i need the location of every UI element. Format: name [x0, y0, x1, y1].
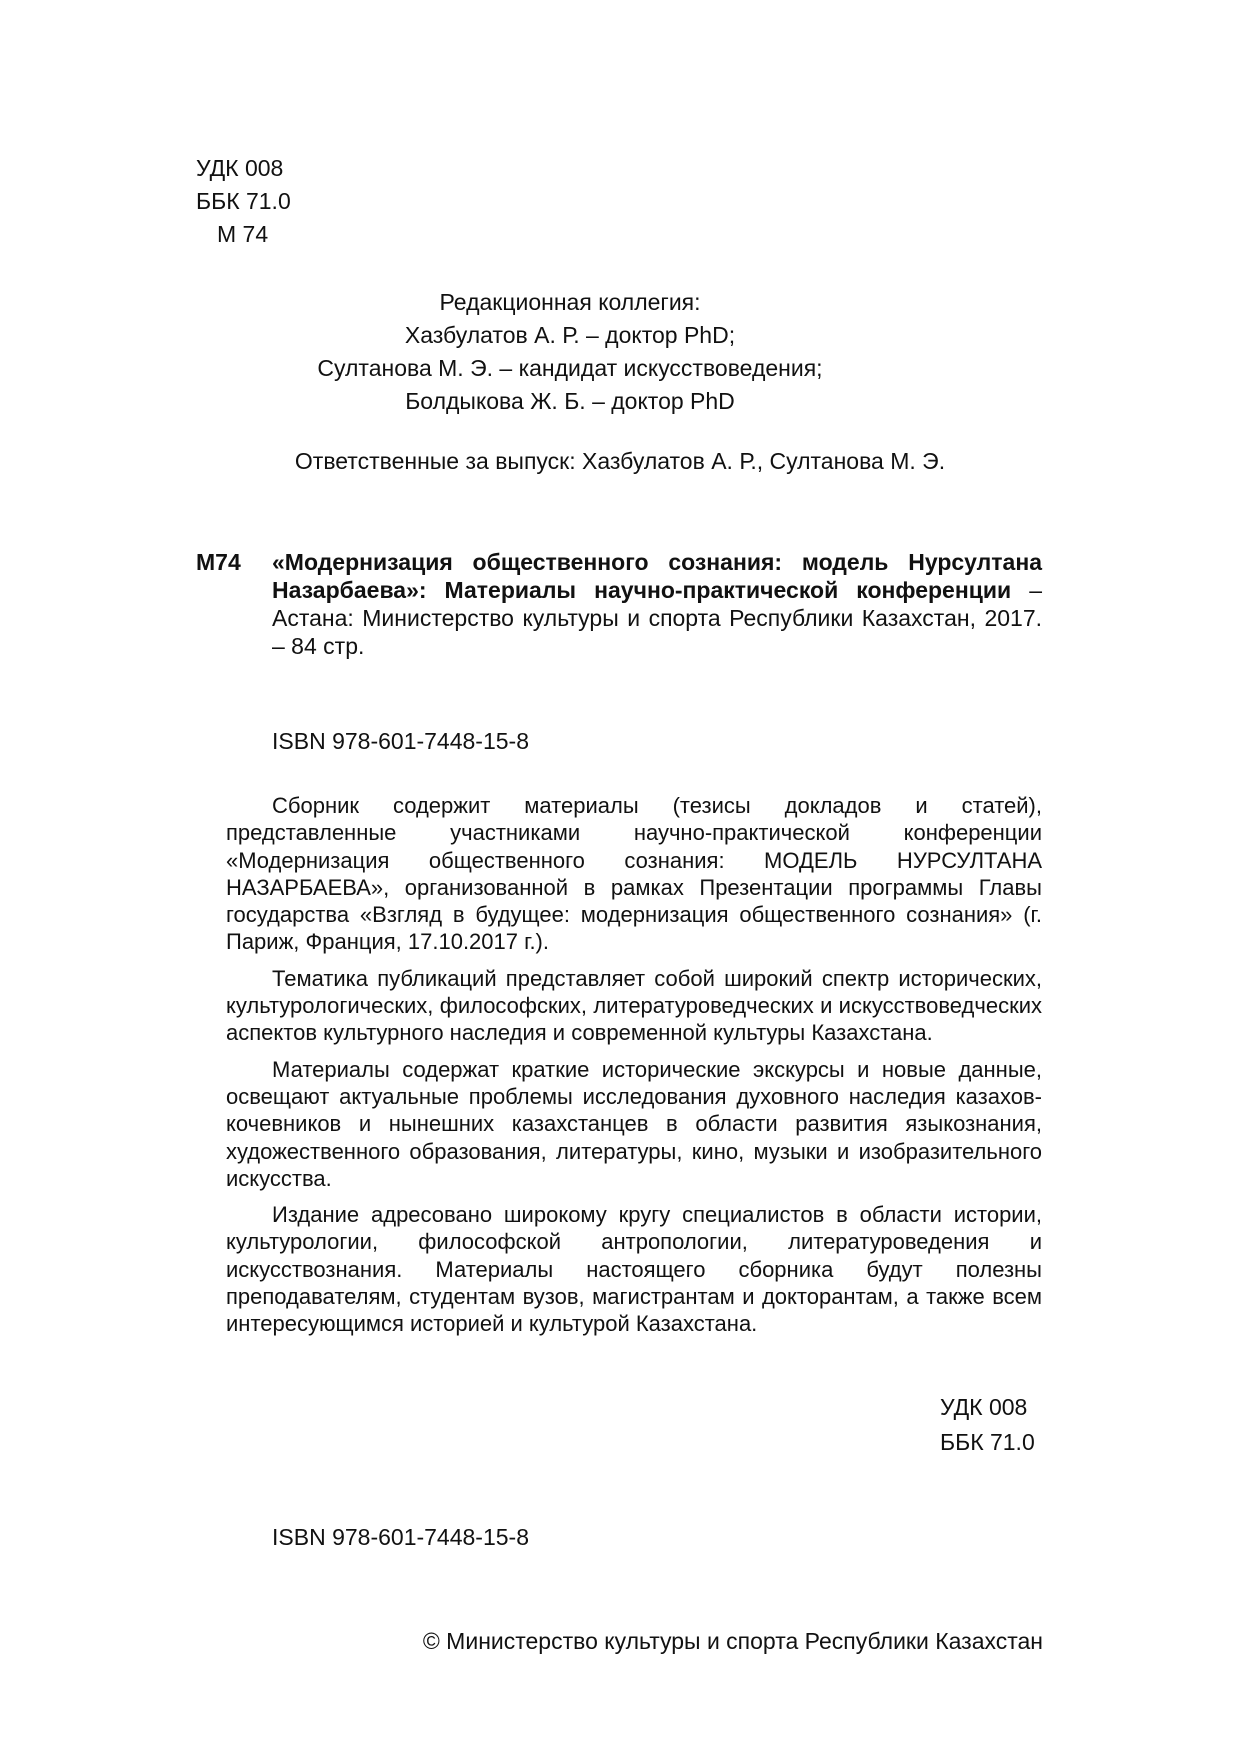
annotation [226, 792, 1042, 1347]
editorial-board-member: Болдыкова Ж. Б. – доктор PhD [405, 388, 735, 414]
classification-codes-top [196, 152, 291, 251]
bibliographic-mark: М74 [196, 549, 241, 575]
isbn-top: ISBN 978-601-7448-15-8 [272, 728, 529, 754]
bbk-code: ББК 71.0 [196, 188, 291, 214]
bibliographic-entry [272, 548, 1042, 660]
udk-code: УДК 008 [940, 1394, 1028, 1420]
bbk-code: ББК 71.0 [940, 1429, 1035, 1455]
isbn-bottom: ISBN 978-601-7448-15-8 [272, 1524, 529, 1550]
annotation-paragraph: Издание адресовано широкому кругу специалистов в области истории, культурологии, философской антропологии, литературоведения и искусствознания. Материалы настоящего сборника будут полезны преподавателям, студентам вузов, магистрантам и докторантам, а также всем интересующимся историей и культурой Казахстана. [226, 1202, 1042, 1337]
classification-codes-bottom [940, 1390, 1035, 1460]
annotation-paragraph: Сборник содержит материалы (тезисы докладов и статей), представленные участниками научно-практической конференции «Модернизация общественного сознания: МОДЕЛЬ НУРСУЛТАНА НАЗАРБАЕВА», организованной в рамках Презентации программы Главы государства «Взгляд в будущее: модернизация общественного сознания» (г. Париж, Франция, 17.10.2017 г.). [226, 793, 1042, 955]
editorial-board [300, 286, 840, 418]
editorial-board-member: Хазбулатов А. Р. – доктор PhD; [404, 322, 736, 348]
author-mark: М 74 [217, 221, 269, 247]
bibliographic-details: – Астана: Министерство культуры и спорта Республики Казахстан, 2017. – 84 стр. [272, 577, 1042, 659]
annotation-paragraph: Материалы содержат краткие исторические экскурсы и новые данные, освещают актуальные проблемы исследования духовного наследия казахов-кочевников и нынешних казахстанцев в области развития языкознания, художественного образования, литературы, кино, музыки и изобразительного искусства. [226, 1056, 1042, 1191]
annotation-paragraph: Тематика публикаций представляет собой широкий спектр исторических, культурологических, философских, литературоведческих и искусствоведческих аспектов культурного наследия и современной культуры Казахстана. [226, 965, 1042, 1046]
responsible-for-issue: Ответственные за выпуск: Хазбулатов А. Р., Султанова М. Э. [294, 448, 946, 474]
editorial-board-member: Султанова М. Э. – кандидат искусствоведения; [317, 355, 823, 381]
editorial-board-heading: Редакционная коллегия: [439, 289, 701, 315]
udk-code: УДК 008 [196, 155, 284, 181]
copyright-line: © Министерство культуры и спорта Республики Казахстан [422, 1628, 1043, 1654]
bibliographic-title: «Модернизация общественного сознания: модель Нурсултана Назарбаева»: Материалы научно-практической конференции [272, 549, 1042, 603]
